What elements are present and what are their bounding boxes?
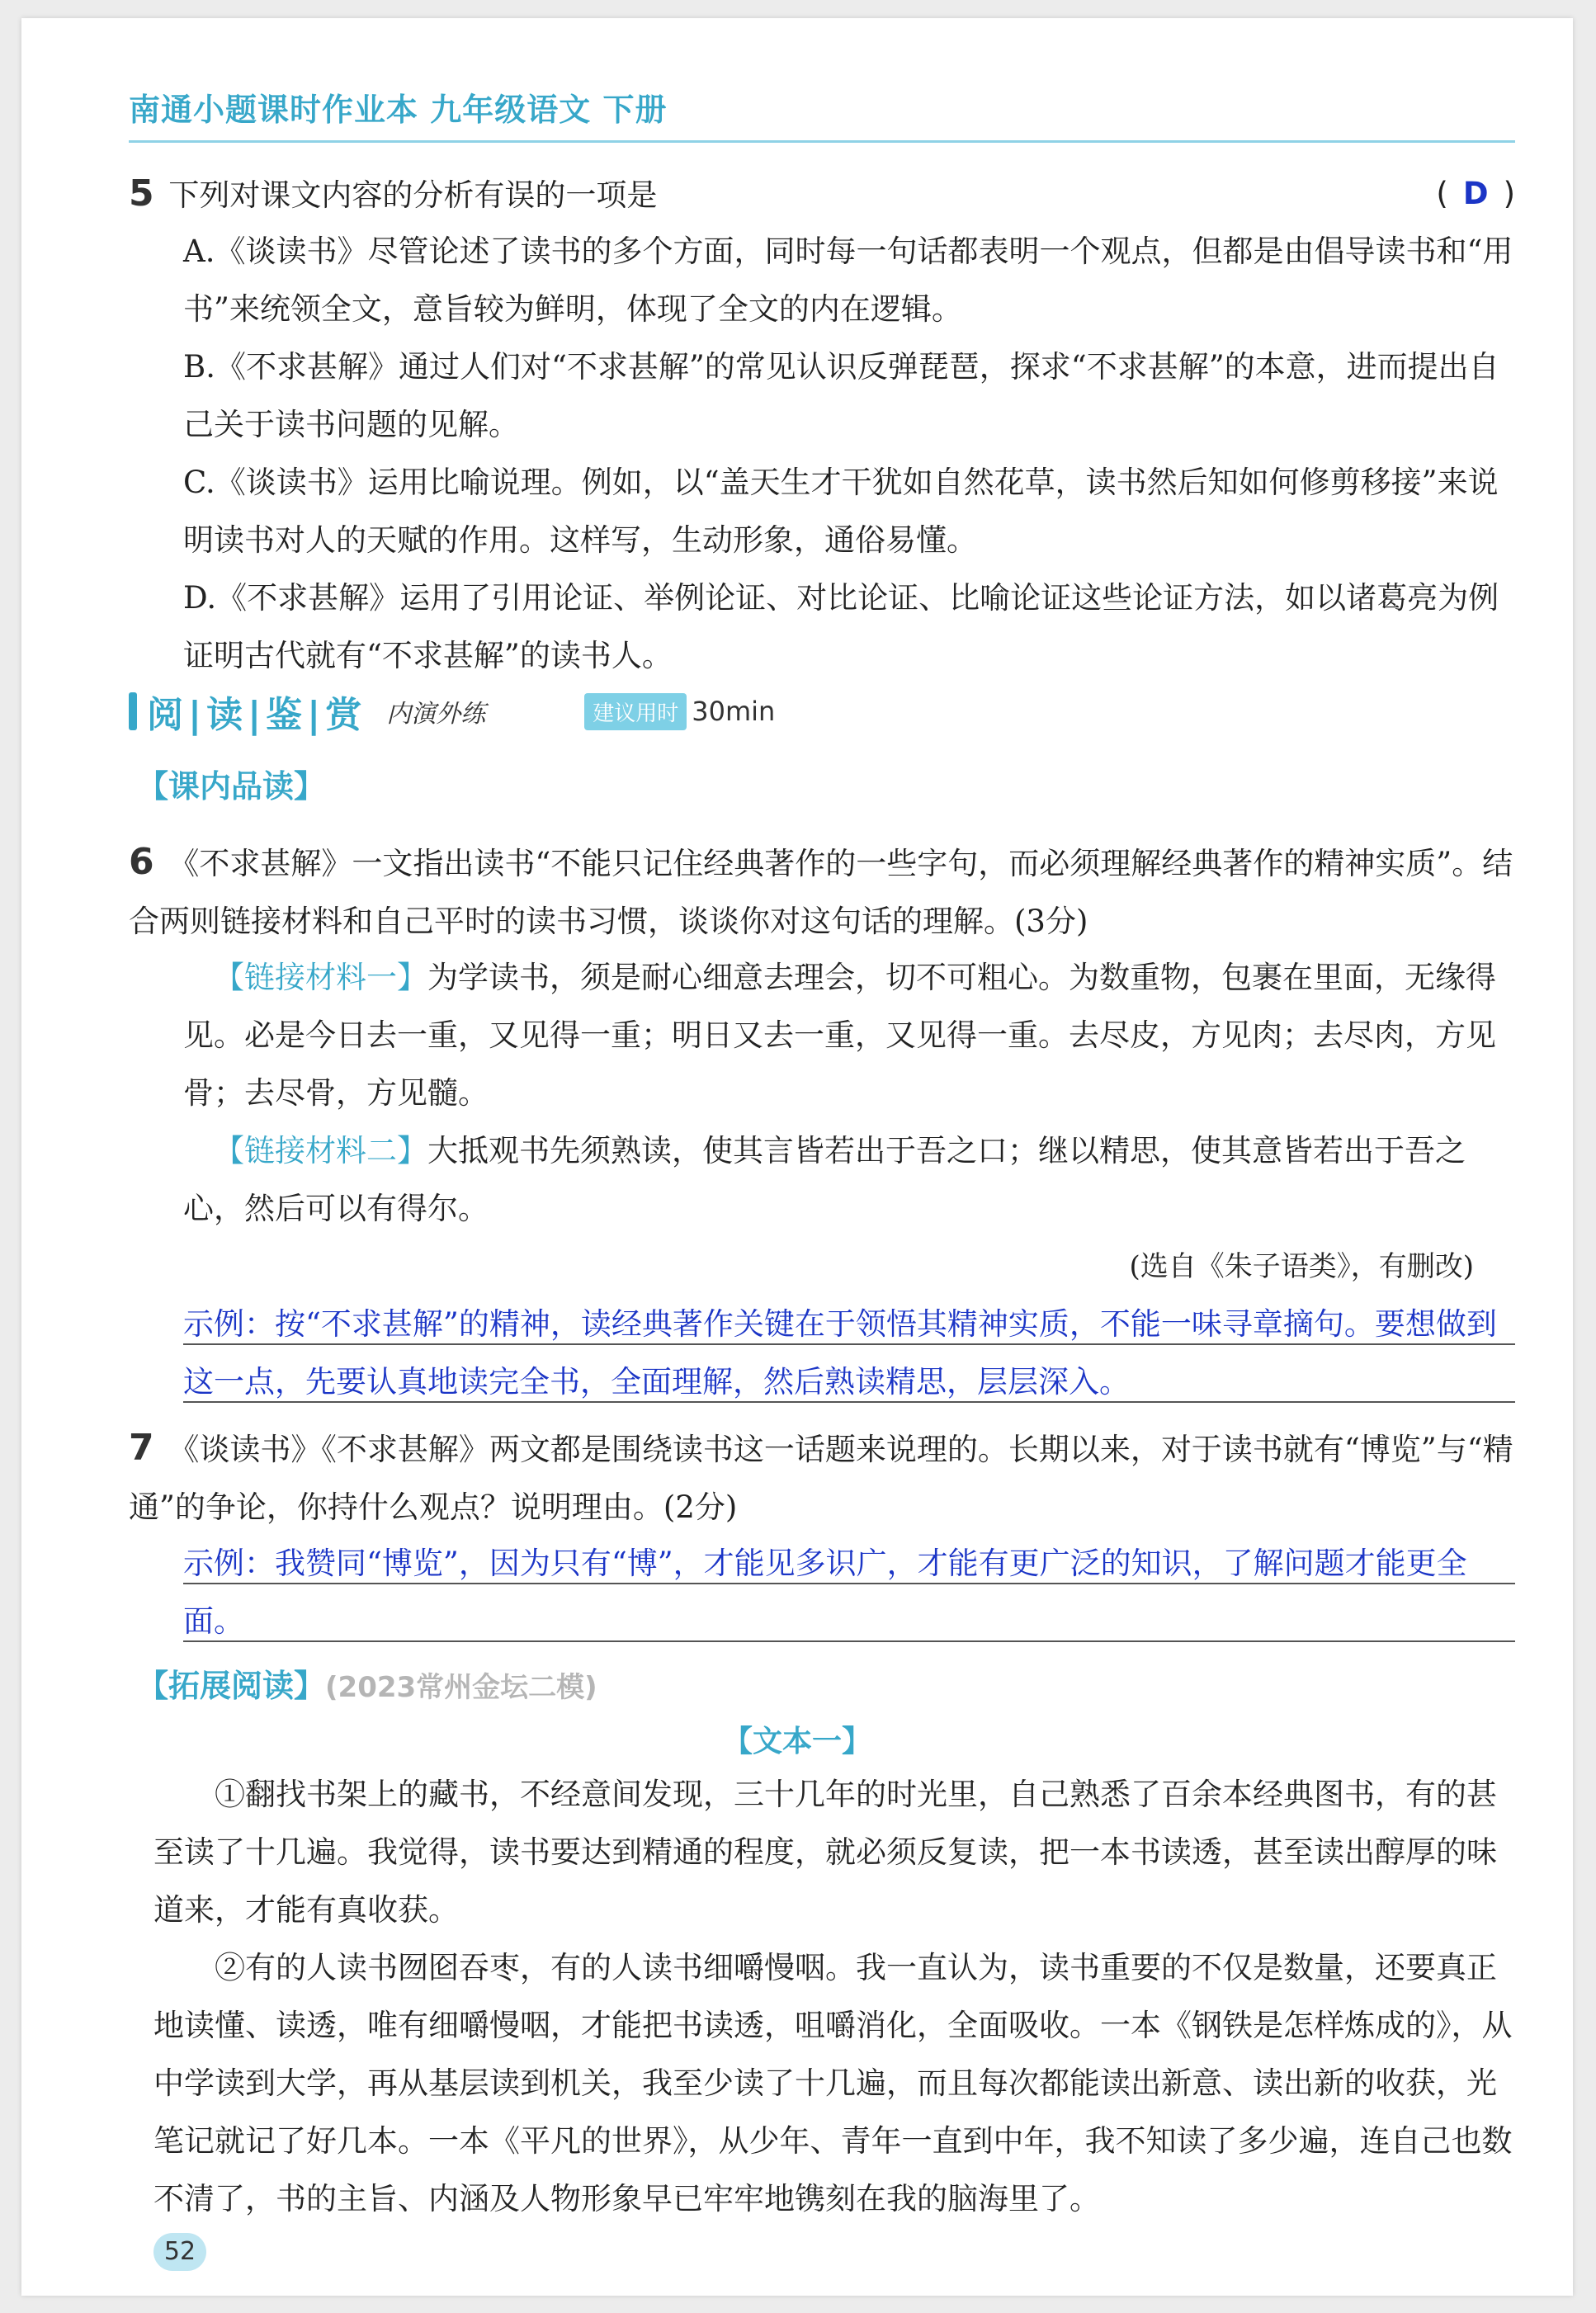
answer-bracket: ( D ) bbox=[1436, 176, 1515, 211]
question-number: 6 bbox=[129, 841, 154, 883]
question-stem: 下列对课文内容的分析有误的一项是 bbox=[168, 177, 658, 213]
question-7 bbox=[129, 1419, 1515, 1536]
answer-line bbox=[183, 1343, 1515, 1345]
extended-reading-label bbox=[137, 1660, 597, 1706]
text-1-title: 【文本一】 bbox=[722, 1725, 871, 1758]
answer-text: 示例：我赞同“博览”，因为只有“博”，才能见多识广，才能有更广泛的知识，了解问题才能更全面。 bbox=[183, 1546, 1467, 1639]
section-subtitle: 内演外练 bbox=[386, 700, 486, 729]
paragraph-2: ②有的人读书囫囵吞枣，有的人读书细嚼慢咽。我一直认为，读书重要的不仅是数量，还要真正地读懂、读透，唯有细嚼慢咽，才能把书读透，咀嚼消化，全面吸收。一本《钢铁是怎样炼成的》，从中学读到大学，再从基层读到机关，我至少读了十几遍，而且每次都能读出新意、读出新的收获，光笔记就记了好几本。一本《平凡的世界》，从少年、青年一直到中年，我不知读了多少遍，连自己也数不清了，书的主旨、内涵及人物形象早已牢牢地镌刻在我的脑海里了。 bbox=[153, 1950, 1513, 2216]
question-stem: 《谈读书》《不求甚解》两文都是围绕读书这一话题来说理的。长期以来，对于读书就有“博览”与“精通”的争论，你持什么观点？说明理由。(2分) bbox=[129, 1432, 1513, 1525]
header-rule bbox=[129, 140, 1515, 143]
running-header: 南通小题课时作业本 九年级语文 下册 bbox=[129, 92, 668, 128]
material-label: 【链接材料二】 bbox=[214, 1133, 427, 1168]
answer-choice: D bbox=[1462, 176, 1489, 211]
paragraph-1: ①翻找书架上的藏书，不经意间发现，三十几年的时光里，自己熟悉了百余本经典图书，有的甚至读了十几遍。我觉得，读书要达到精通的程度，就必须反复读，把一本书读透，甚至读出醇厚的味道来，才能有真收获。 bbox=[153, 1777, 1497, 1928]
extended-label: 【拓展阅读】 bbox=[137, 1668, 326, 1704]
source-note: (选自《朱子语类》，有删改) bbox=[1129, 1250, 1474, 1283]
option-d: D.《不求甚解》运用了引用论证、举例论证、对比论证、比喻论证这些论证方法，如以诸葛亮为例证明古代就有“不求甚解”的读书人。 bbox=[183, 580, 1499, 673]
material-label: 【链接材料一】 bbox=[214, 960, 427, 995]
suggested-time: 30min bbox=[692, 696, 776, 727]
exam-source: (2023常州金坛二模) bbox=[325, 1671, 597, 1704]
option-a: A.《谈读书》尽管论述了读书的多个方面，同时每一句话都表明一个观点，但都是由倡导读书和“用书”来统领全文，意旨较为鲜明，体现了全文的内在逻辑。 bbox=[183, 234, 1513, 327]
section-title: 阅|读|鉴|赏 bbox=[147, 694, 367, 736]
page bbox=[21, 18, 1573, 2296]
page-number: 52 bbox=[153, 2233, 206, 2271]
book-icon bbox=[129, 692, 137, 730]
question-number: 5 bbox=[129, 172, 154, 215]
answer-text: 示例：按“不求甚解”的精神，读经典著作关键在于领悟其精神实质，不能一味寻章摘句。要想做到这一点，先要认真地读完全书，全面理解，然后熟读精思，层层深入。 bbox=[183, 1306, 1497, 1400]
answer-line bbox=[183, 1640, 1515, 1642]
material-text: 为学读书，须是耐心细意去理会，切不可粗心。为数重物，包裹在里面，无缘得见。必是今日去一重，又见得一重；明日又去一重，又见得一重。去尽皮，方见肉；去尽肉，方见骨；去尽骨，方见髓。 bbox=[183, 960, 1496, 1111]
answer-line bbox=[183, 1583, 1515, 1584]
inner-reading-label: 【课内品读】 bbox=[137, 768, 326, 805]
option-c: C.《谈读书》运用比喻说理。例如，以“盖天生才干犹如自然花草，读书然后知如何修剪移接”来说明读书对人的天赋的作用。这样写，生动形象，通俗易懂。 bbox=[183, 465, 1499, 558]
material-text: 大抵观书先须熟读，使其言皆若出于吾之口；继以精思，使其意皆若出于吾之心，然后可以有得尔。 bbox=[183, 1133, 1466, 1226]
link-material-1 bbox=[183, 949, 1515, 1122]
option-b: B.《不求甚解》通过人们对“不求甚解”的常见认识反弹琵琶，探求“不求甚解”的本意，进而提出自己关于读书问题的见解。 bbox=[183, 349, 1499, 442]
question-6 bbox=[129, 833, 1515, 951]
section-heading bbox=[129, 687, 775, 736]
answer-line bbox=[183, 1401, 1515, 1403]
question-stem: 《不求甚解》一文指出读书“不能只记住经典著作的一些字句，而必须理解经典著作的精神实质”。结合两则链接材料和自己平时的读书习惯，谈谈你对这句话的理解。(3分) bbox=[129, 846, 1513, 939]
question-number: 7 bbox=[129, 1427, 154, 1469]
suggested-time-tag: 建议用时 bbox=[584, 693, 687, 730]
question-5 bbox=[129, 165, 1515, 224]
link-material-2 bbox=[183, 1122, 1515, 1238]
